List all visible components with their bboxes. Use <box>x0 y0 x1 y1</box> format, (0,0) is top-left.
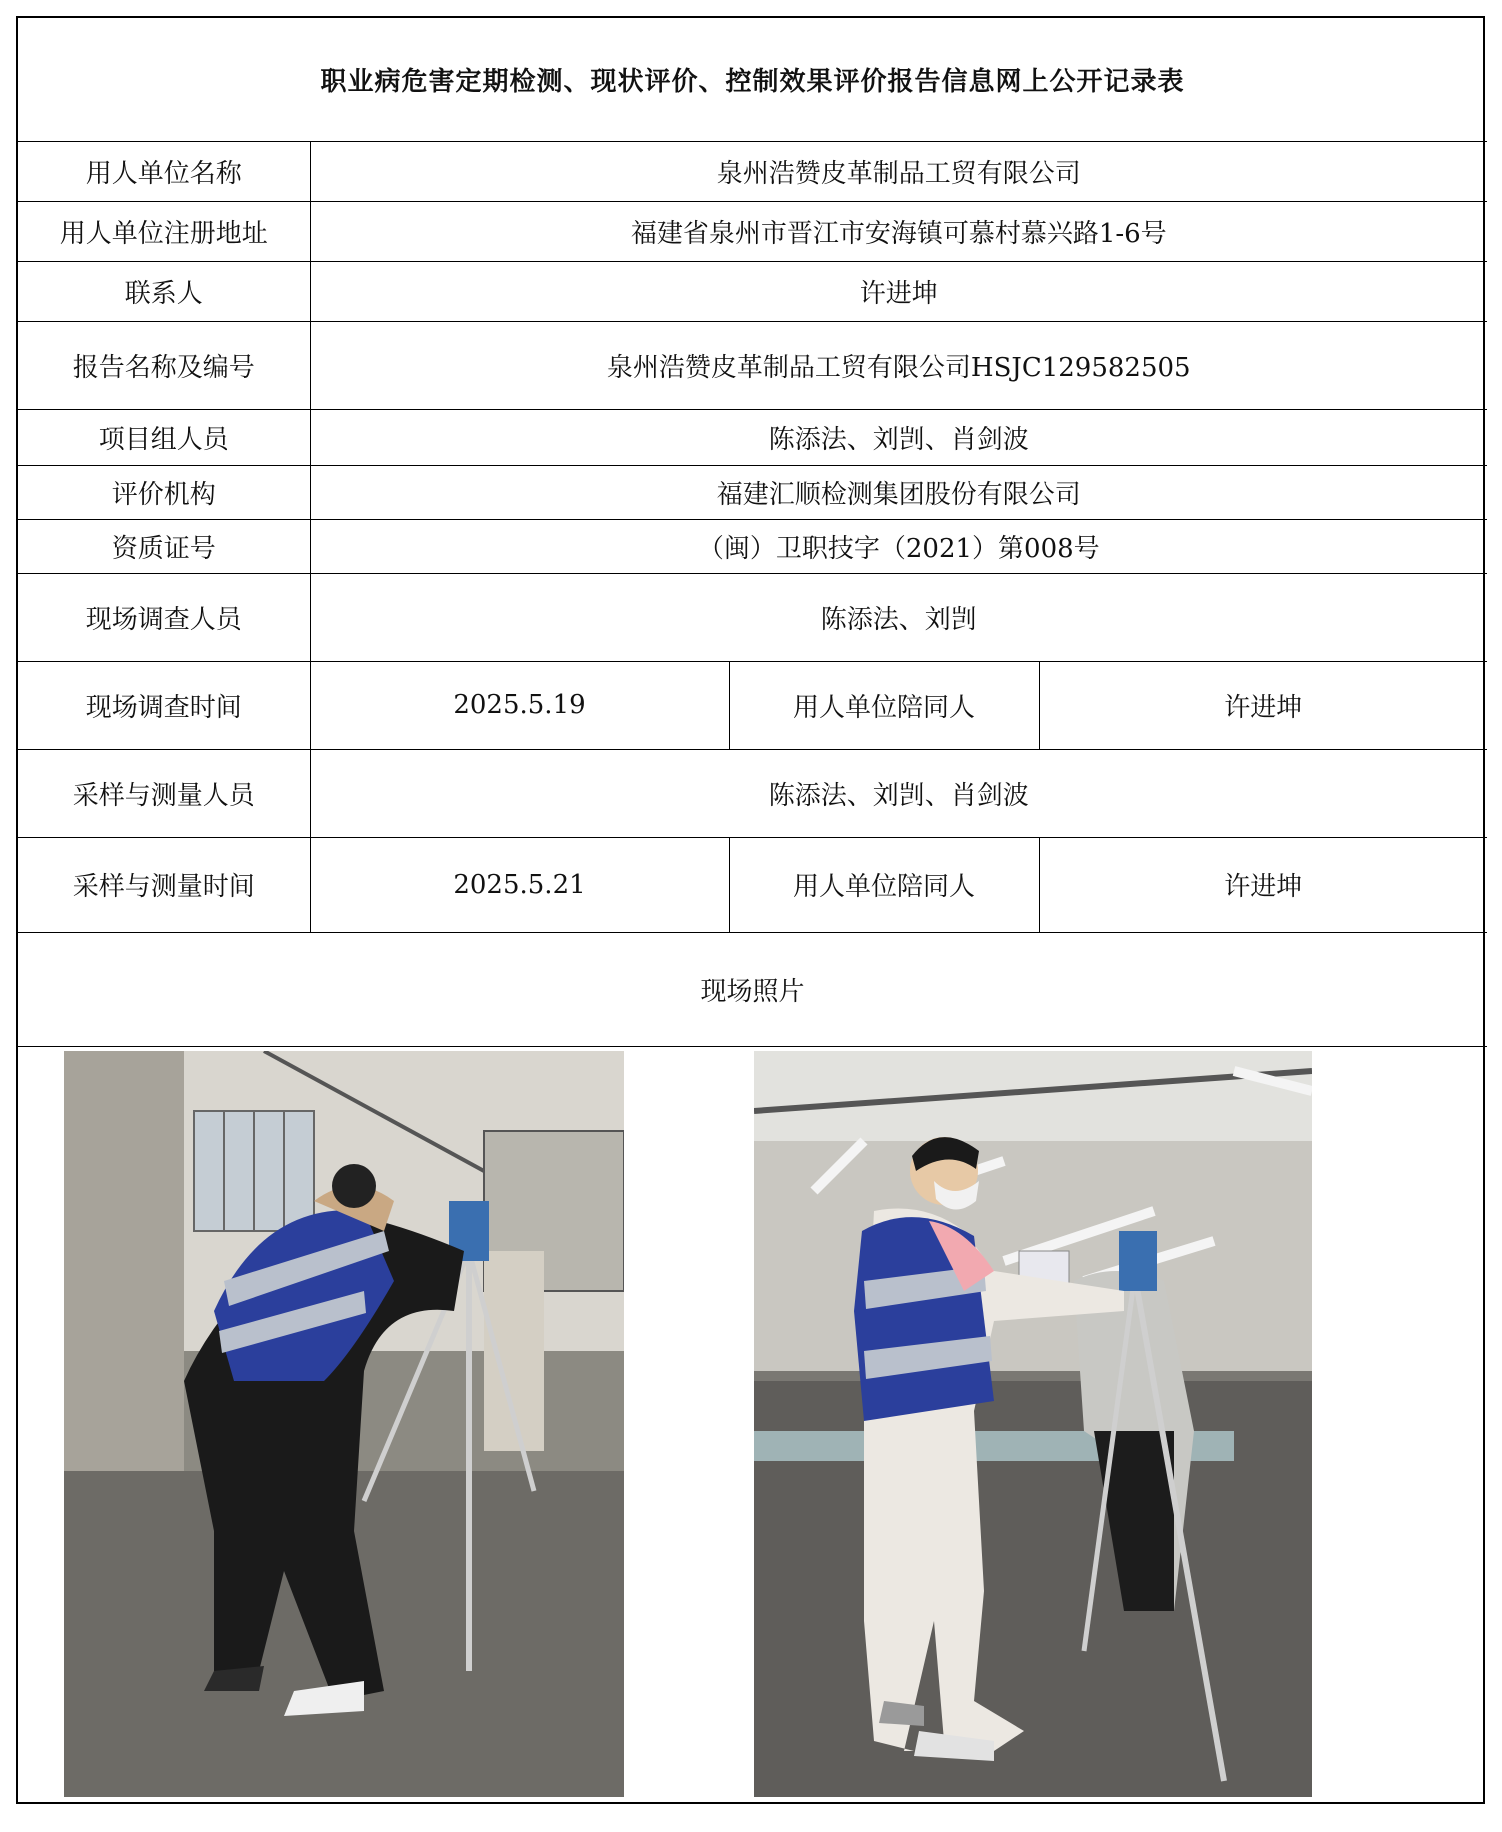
photos-label: 现场照片 <box>18 932 1487 1046</box>
survey-time-value: 2025.5.19 <box>310 661 729 749</box>
cert-value: （闽）卫职技字（2021）第008号 <box>310 519 1487 573</box>
employer-name-label: 用人单位名称 <box>18 141 310 201</box>
survey-companion-value: 许进坤 <box>1039 661 1487 749</box>
record-table <box>18 18 1487 1047</box>
site-photo-2-image <box>754 1051 1312 1797</box>
survey-time-label: 现场调查时间 <box>18 661 310 749</box>
sampling-staff-value: 陈添法、刘剀、肖剑波 <box>310 749 1487 837</box>
report-value: 泉州浩赞皮革制品工贸有限公司HSJC129582505 <box>310 321 1487 409</box>
site-photo-1-image <box>64 1051 624 1797</box>
contact-value: 许进坤 <box>310 261 1487 321</box>
sampling-time-label: 采样与测量时间 <box>18 837 310 932</box>
photos-area <box>18 1047 1483 1832</box>
org-value: 福建汇顺检测集团股份有限公司 <box>310 465 1487 519</box>
sampling-staff-label: 采样与测量人员 <box>18 749 310 837</box>
survey-staff-value: 陈添法、刘剀 <box>310 573 1487 661</box>
contact-label: 联系人 <box>18 261 310 321</box>
record-sheet <box>16 16 1485 1804</box>
cert-label: 资质证号 <box>18 519 310 573</box>
survey-companion-label: 用人单位陪同人 <box>729 661 1039 749</box>
org-label: 评价机构 <box>18 465 310 519</box>
sampling-time-value: 2025.5.21 <box>310 837 729 932</box>
employer-name-value: 泉州浩赞皮革制品工贸有限公司 <box>310 141 1487 201</box>
team-value: 陈添法、刘剀、肖剑波 <box>310 409 1487 465</box>
employer-address-value: 福建省泉州市晋江市安海镇可慕村慕兴路1-6号 <box>310 201 1487 261</box>
page-title: 职业病危害定期检测、现状评价、控制效果评价报告信息网上公开记录表 <box>18 18 1487 141</box>
survey-staff-label: 现场调查人员 <box>18 573 310 661</box>
site-photo-2 <box>754 1051 1312 1797</box>
site-photo-1 <box>64 1051 624 1797</box>
team-label: 项目组人员 <box>18 409 310 465</box>
report-label: 报告名称及编号 <box>18 321 310 409</box>
sampling-companion-value: 许进坤 <box>1039 837 1487 932</box>
employer-address-label: 用人单位注册地址 <box>18 201 310 261</box>
sampling-companion-label: 用人单位陪同人 <box>729 837 1039 932</box>
